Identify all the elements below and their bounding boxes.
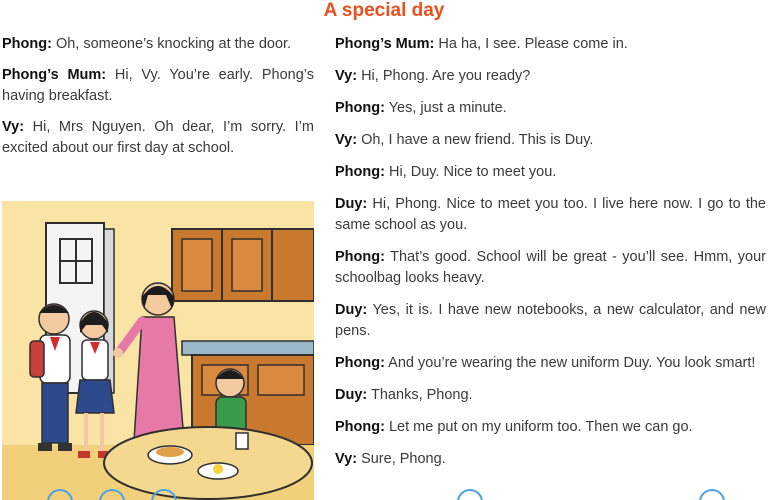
speaker-name: Phong:: [335, 249, 385, 265]
speaker-name: Duy:: [335, 387, 368, 403]
dialogue-line: [2, 117, 314, 159]
left-dialogue-column: [2, 34, 314, 169]
dialogue-text: Hi, Phong. Are you ready?: [361, 68, 531, 84]
dialogue-line: [335, 66, 766, 87]
dialogue-line: [2, 34, 314, 55]
illustration: [2, 201, 314, 500]
dialogue-line: [335, 98, 766, 119]
dialogue-line: [335, 300, 766, 342]
dialogue-text: Oh, I have a new friend. This is Duy.: [361, 132, 594, 148]
dialogue-line: [335, 130, 766, 151]
dialogue-line: [335, 417, 766, 438]
dialogue-text: Hi, Mrs Nguyen. Oh dear, I’m sorry. I’m excited about our first day at school.: [2, 119, 315, 156]
speaker-name: Phong:: [2, 36, 52, 52]
dialogue-text: Sure, Phong.: [361, 451, 446, 467]
speaker-name: Phong:: [335, 419, 385, 435]
dialogue-text: Thanks, Phong.: [371, 387, 473, 403]
dialogue-text: Hi, Duy. Nice to meet you.: [388, 164, 557, 180]
dialogue-text: And you’re wearing the new uniform Duy. You look smart!: [388, 355, 756, 371]
dialogue-line: [335, 34, 766, 55]
bottom-decoration: [0, 488, 768, 500]
speaker-name: Duy:: [335, 302, 368, 318]
right-dialogue-column: [335, 34, 766, 481]
dialogue-text: Oh, someone’s knocking at the door.: [55, 36, 292, 52]
speaker-name: Vy:: [2, 119, 25, 135]
speaker-name: Phong:: [335, 355, 385, 371]
speaker-name: Vy:: [335, 451, 358, 467]
dialogue-line: [335, 247, 766, 289]
dialogue-text: Hi, Vy. You’re early. Phong’s having breakfast.: [2, 67, 314, 104]
page-title: A special day: [323, 0, 445, 21]
dialogue-line: [335, 194, 766, 236]
dialogue-text: Yes, it is. I have new notebooks, a new calculator, and new pens.: [335, 302, 766, 339]
kitchen-scene-illustration: [2, 201, 314, 500]
dialogue-text: Let me put on my uniform too. Then we can go.: [388, 419, 693, 435]
dialogue-line: [335, 353, 766, 374]
speaker-name: Phong:: [335, 100, 385, 116]
dialogue-line: [335, 385, 766, 406]
speaker-name: Duy:: [335, 196, 368, 212]
dialogue-text: Yes, just a minute.: [388, 100, 507, 116]
dialogue-line: [2, 65, 314, 107]
speaker-name: Phong’s Mum:: [335, 36, 435, 52]
speaker-name: Phong:: [335, 164, 385, 180]
speaker-name: Vy:: [335, 132, 358, 148]
speaker-name: Vy:: [335, 68, 358, 84]
dialogue-line: [335, 449, 766, 470]
dialogue-text: Ha ha, I see. Please come in.: [438, 36, 628, 52]
dialogue-text: That’s good. School will be great - you’ll see. Hmm, your schoolbag looks heavy.: [335, 249, 766, 286]
dialogue-text: Hi, Phong. Nice to meet you too. I live here now. I go to the same school as you.: [335, 196, 766, 233]
dialogue-line: [335, 162, 766, 183]
speaker-name: Phong’s Mum:: [2, 67, 107, 83]
